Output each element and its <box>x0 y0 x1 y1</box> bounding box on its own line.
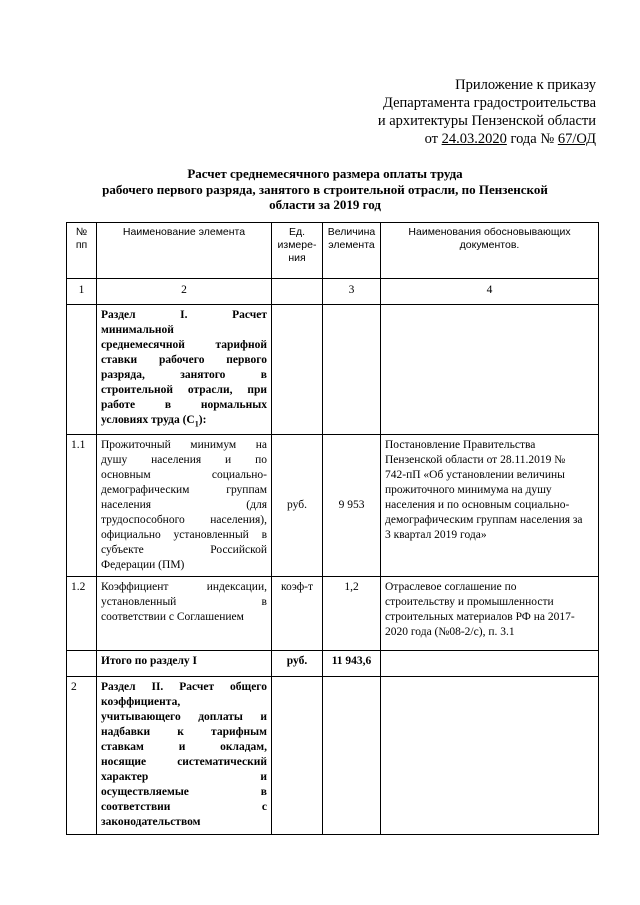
row-1-1-doc-line: прожиточного минимума на душу <box>385 484 552 497</box>
section-2-line: коэффициента, <box>101 696 181 709</box>
section-2-title <box>97 677 272 835</box>
section-1-unit <box>272 305 323 435</box>
section-2-no: 2 <box>67 677 97 835</box>
row-1-2-unit: коэф-т <box>272 577 323 651</box>
header-line-3: и архитектуры Пензенской области <box>377 113 596 129</box>
row-1-2-line: соответствии с Соглашением <box>101 611 244 624</box>
section-2-value <box>323 677 381 835</box>
section-2-line: ставкам и окладам, <box>101 741 267 754</box>
header-line-4 <box>378 130 596 148</box>
total-1-value: 11 943,6 <box>323 651 381 677</box>
section-2-line: Раздел II. Расчет общего <box>101 681 267 694</box>
row-1-1-no: 1.1 <box>67 435 97 577</box>
title-line-2: рабочего первого разряда, занятого в строительной отрасли, по Пензенской <box>102 181 548 197</box>
col-number-3: 3 <box>323 279 381 305</box>
header-docs: Наименования обосновывающих документов. <box>381 223 599 279</box>
section-2-line: характер и <box>101 771 267 784</box>
row-1-1-unit: руб. <box>272 435 323 577</box>
row-1-2-line: Коэффициент индексации, <box>101 581 267 594</box>
row-1-1-line: трудоспособного населения), <box>101 514 267 527</box>
row-1-1-line: официально установленный в <box>101 529 267 542</box>
total-1-no <box>67 651 97 677</box>
section-1-line: ставки рабочего первого <box>101 354 267 366</box>
table-header-row <box>67 223 599 279</box>
header-no: № пп <box>67 223 97 279</box>
section-1-line: работе в нормальных <box>101 399 267 411</box>
row-1-1-doc-line: 742-пП «Об установлении величины <box>385 469 565 482</box>
row-1-2-doc-line: Отраслевое соглашение по <box>385 581 517 594</box>
row-1-1-line: демографическим группам <box>101 484 267 497</box>
header-date-prefix: от <box>424 131 442 147</box>
header-value: Величина элемента <box>323 223 381 279</box>
section-1-title <box>97 305 272 435</box>
section-2-line: соответствии с <box>101 801 267 814</box>
order-number: 67/ОД <box>557 131 596 147</box>
document-header <box>378 76 596 148</box>
section-1-line-end: ): <box>198 414 207 426</box>
title-line-3: области за 2019 год <box>269 197 381 212</box>
row-1-2-line: установленный в <box>101 596 267 609</box>
row-1-1-line: населения (для <box>101 499 267 512</box>
row-1-1-doc-line: 3 квартал 2019 года» <box>385 529 487 542</box>
col-number-2: 2 <box>97 279 272 305</box>
section-1-line: условиях труда (С <box>101 414 195 426</box>
section-1-subscript: 1 <box>194 419 199 429</box>
row-1-1-doc-line: Постановление Правительства <box>385 439 536 452</box>
section-1-docs <box>381 305 599 435</box>
row-1-1-doc-line: Пензенской области от 28.11.2019 № <box>385 454 566 467</box>
total-1-label: Итого по разделу I <box>97 651 272 677</box>
row-1-1-name <box>97 435 272 577</box>
table-row <box>67 435 599 577</box>
section-2-unit <box>272 677 323 835</box>
row-1-1-line: субъекте Российской <box>101 544 267 557</box>
row-1-1-line: душу населения и по <box>101 454 267 467</box>
section-2-line: учитывающего доплаты и <box>101 711 267 724</box>
total-1-unit: руб. <box>272 651 323 677</box>
section-1-line: разряда, занятого в <box>101 369 267 381</box>
section-1-line: строительной отрасли, при <box>101 384 267 396</box>
section-1-line: минимальной <box>101 324 174 336</box>
row-1-1-line: основным социально- <box>101 469 267 482</box>
col-number-4: 4 <box>381 279 599 305</box>
row-1-1-doc-line: населения и по основным социально- <box>385 499 570 512</box>
row-1-2-doc-line: 2020 года (№08-2/с), п. 3.1 <box>385 626 515 639</box>
document-title <box>60 166 590 213</box>
row-1-1-line: Федерации (ПМ) <box>101 559 185 572</box>
row-1-2-value: 1,2 <box>323 577 381 651</box>
section-2-row <box>67 677 599 835</box>
row-1-1-docs <box>381 435 599 577</box>
section-1-no <box>67 305 97 435</box>
header-line-1: Приложение к приказу <box>455 77 596 93</box>
section-2-line: осуществляемые в <box>101 786 267 799</box>
section-2-line: законодательством <box>101 816 201 829</box>
section-1-line: Раздел I. Расчет <box>101 309 267 321</box>
row-1-2-name <box>97 577 272 651</box>
row-1-1-line: Прожиточный минимум на <box>101 439 267 452</box>
row-1-2-doc-line: строительных материалов РФ на 2017- <box>385 611 575 624</box>
section-1-last-line <box>101 413 267 431</box>
section-2-line: носящие систематический <box>101 756 267 769</box>
section-1-row <box>67 305 599 435</box>
total-1-docs <box>381 651 599 677</box>
header-number-prefix: года № <box>506 131 558 147</box>
col-number-1: 1 <box>67 279 97 305</box>
row-1-2-docs <box>381 577 599 651</box>
row-1-1-doc-line: демографическим группам населения за <box>385 514 583 527</box>
header-unit: Ед. измере-ния <box>272 223 323 279</box>
col-number-blank <box>272 279 323 305</box>
section-1-value <box>323 305 381 435</box>
title-line-1: Расчет среднемесячного размера оплаты труда <box>187 166 463 181</box>
row-1-2-no: 1.2 <box>67 577 97 651</box>
section-1-line: среднемесячной тарифной <box>101 339 267 351</box>
calculation-table <box>66 222 599 835</box>
section-2-line: надбавки к тарифным <box>101 726 267 739</box>
table-row <box>67 577 599 651</box>
section-2-docs <box>381 677 599 835</box>
header-line-2: Департамента градостроительства <box>383 95 596 111</box>
row-1-2-doc-line: строительству и промышленности <box>385 596 554 609</box>
section-1-total-row <box>67 651 599 677</box>
header-name: Наименование элемента <box>97 223 272 279</box>
column-number-row <box>67 279 599 305</box>
order-date: 24.03.2020 <box>441 131 507 147</box>
row-1-1-value: 9 953 <box>323 435 381 577</box>
